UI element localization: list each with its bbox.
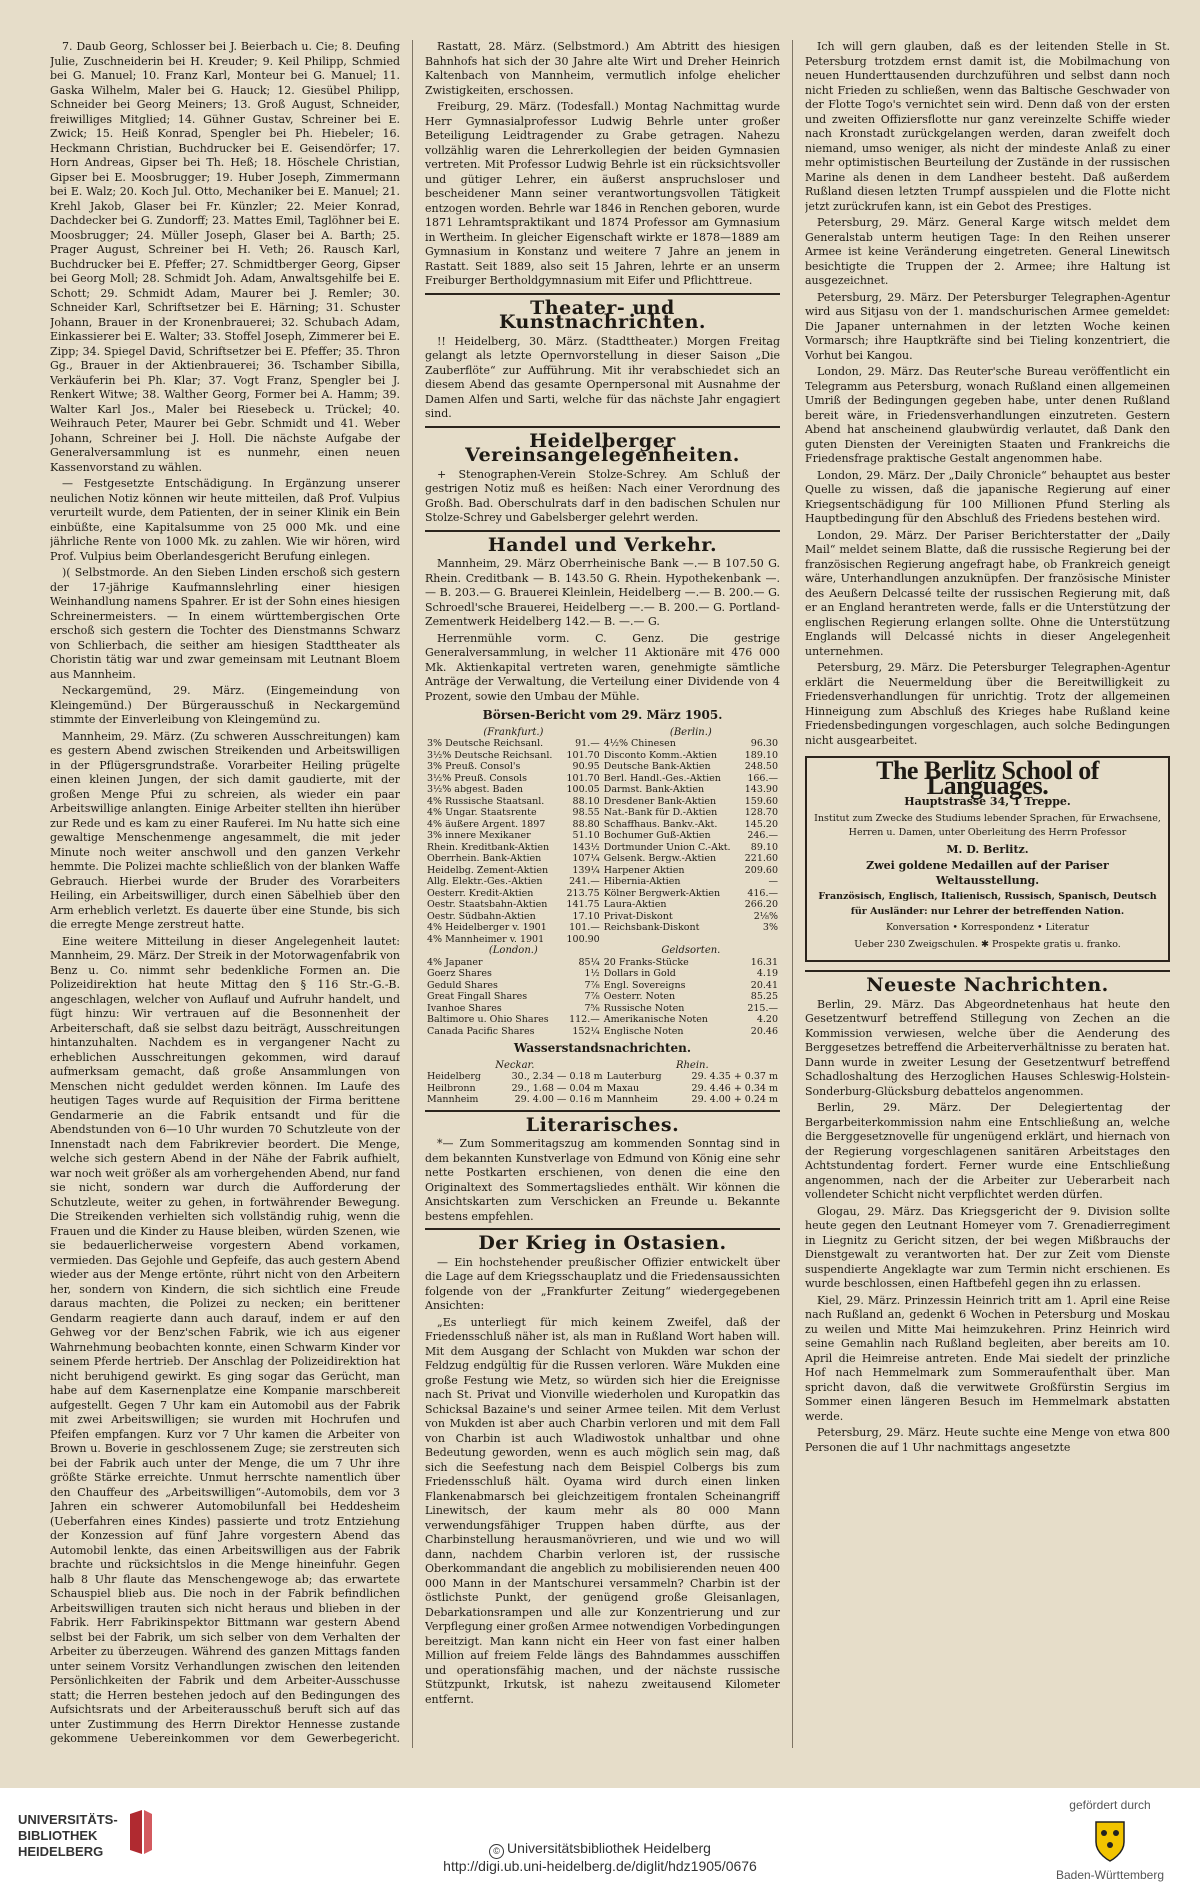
quote-value: 3% [762,922,778,933]
bourse-row [425,773,780,785]
quote-value: — [768,876,778,887]
quote-value: 7⅞ [584,991,600,1002]
copyright-text: Universitätsbibliothek Heidelberg [507,1840,711,1856]
geld-label: Geldsorten. [661,945,721,956]
quote-name: Baltimore u. Ohio Shares [427,1014,549,1025]
quote-value: 221.60 [744,853,778,864]
article-petersburg-3: Petersburg, 29. März. Die Petersburger Telegraphen-Agentur erklärt die Neuermeldung über die Bereitwilligkeit zu Friedensverhandlungen für unrichtig. Trotz der allgemeinen Hinneigung zum Abschluß des Krieges habe Rußland keine Friedensbedingungen vorgeschlagen, auch solche Bedingungen nicht ausgearbeitet. [805,661,1170,747]
quote-value: 85.25 [750,991,778,1002]
quote-value [740,934,780,946]
quote-name: Bochumer Guß-Aktien [603,830,711,841]
member-list: 7. Daub Georg, Schlosser bei J. Beierbach u. Cie; 8. Deufing Julie, Zuschneiderin bei H. Kreuder; 9. Keil Philipp, Schmied bei G. Manuel; 10. Franz Karl, Monteur bei G. Manuel; 11. Gaska Wilhelm, Maler bei G. Hauck; 12. Giesübel Philipp, Schneider bei Georg Meiners; 13. Groß August, Schneider, freiwilliges Mitglied; 14. Gühner Gustav, Schreiner bei E. Zwick; 15. Heiß Konrad, Spengler bei Ph. Hiebeler; 16. Heckmann Christian, Buchdrucker bei E. Geisendörfer; 17. Horn Andreas, Gipser bei Th. Heß; 18. Höschele Christian, Gipser bei E. Moosbrugger; 19. Huber Joseph, Zimmermann bei E. Walz; 20. Koch Jul. Otto, Mechaniker bei E. Manuel; 21. Krehl Jakob, Glaser bei Fr. Künzler; 22. Meier Konrad, Dachdecker bei G. Zundorff; 23. Mattes Emil, Taglöhner bei E. Moosbrugger; 24. Müller Joseph, Glaser bei A. Barth; 25. Prager August, Schreiner bei H. Veth; 26. Rausch Karl, Buchdrucker bei E. Pfeffer; 27. Schmidtberger Georg, Gipser bei Georg Moll; 28. Schmidt Joh. Adam, Anwaltsgehilfe bei E. Schott; 29. Schmidt Adam, Maurer bei J. Remler; 30. Schneider Karl, Schriftsetzer bei E. Härning; 31. Schuster Johann, Brauer in der Kronenbrauerei; 32. Schubach Adam, Einkassierer bei E. Walter; 33. Stoffel Joseph, Zimmerer bei E. Zipp; 34. Spiegel David, Schriftsetzer bei E. Pfeffer; 35. Thron Gg., Brauer in der Aktienbrauerei; 36. Tschamber Sibilla, Verkäuferin bei Ph. Klar; 37. Vogt Franz, Spengler bei J. Renkert Witwe; 38. Walther Georg, Former bei A. Hamm; 39. Walter Karl Jos., Maler bei Riesebeck u. Trückel; 40. Weihrauch Peter, Maurer bei Gebr. Schmidt und 41. Weber Johann, Schreiner bei J. Holl. Die nächste Aufgabe der Generalversammlung ist es nunmehr, einen neuen Kassenvorstand zu wählen. [50,40,400,474]
quote-value: 29. 4.00 — 0.16 m [514,1094,603,1105]
bourse-row [425,761,780,773]
column-2 [425,40,780,1748]
quote-name: Reichsbank-Diskont [603,922,700,933]
article-rastatt: Rastatt, 28. März. (Selbstmord.) Am Abtritt des hiesigen Bahnhofs hat sich der 30 Jahre alte Wirt und Dreher Heinrich Kaltenbach von Mannheim, vermutlich infolge ehelicher Zwistigkeiten, erschossen. [425,40,780,97]
section-rule [425,293,780,295]
quote-value: 209.60 [744,864,778,876]
quote-name [602,934,741,946]
bourse-row [425,934,780,946]
quote-value: 29. 4.35 + 0.37 m [691,1071,778,1082]
quote-name: Heilbronn [427,1082,476,1094]
quote-name: Dortmunder Union C.-Akt. [603,841,731,853]
water-title: Wasserstandsnachrichten. [513,1041,692,1055]
frankfurt-label: (Frankfurt.) [483,726,544,738]
berlitz-ad [805,756,1170,962]
bourse-row [425,819,780,831]
quote-name: Russische Noten [603,1002,685,1014]
quote-value: 141.75 [566,899,600,910]
quote-name: Lauterburg [606,1071,662,1082]
quote-name: 3% Deutsche Reichsanl. [427,738,544,749]
baden-wuerttemberg-emblem-icon [1090,1818,1130,1864]
quote-value: 107¼ [572,853,600,864]
quote-value: 152¼ [572,1025,600,1037]
quote-name: Maxau [606,1082,640,1094]
quote-value: 248.50 [744,761,778,772]
quote-value: 90.95 [572,761,600,772]
quote-value: 20.46 [750,1025,778,1037]
quote-name: Heidelberg [427,1071,482,1082]
bourse-row [425,899,780,911]
quote-name: Goerz Shares [427,968,492,979]
quote-value: 17.10 [572,910,600,922]
quote-name: Dresdener Bank-Aktien [603,795,717,807]
quote-value: 112.— [569,1014,600,1025]
quote-value: 4.19 [756,968,778,979]
quote-name: Heidelbg. Zement-Aktien [427,864,549,876]
article-london-chronicle: London, 29. März. Der „Daily Chronicle“ behauptet aus bester Quelle zu wissen, daß die japanische Regierung auf einer Kriegsentschädigung für 100 Millionen Pfund Sterling als Hauptbedingung für den Abschluß des Friedens bestehen wird. [805,468,1170,525]
bourse-row [425,796,780,808]
quote-value: 189.10 [744,749,778,761]
quote-value: 166.— [747,772,778,784]
quote-name: 3½% Deutsche Reichsanl. [427,749,553,761]
article-mannheim-kurse: Mannheim, 29. März Oberrheinische Bank —.— B 107.50 G. Rhein. Creditbank — B. 143.50 G. Rhein. Hypothekenbank —.— B. 203.— G. Brauerei Kleinlein, Heidelberg —.— B. 200.— G. Schroedl'sche Brauerei, Heidelberg —.— B. 200.— G. Portland-Zementwerk Heidelberg 142.— B. —.— G. [425,557,780,628]
quote-name: 20 Franks-Stücke [603,956,689,968]
bourse-row [425,738,780,750]
quote-value: 139¼ [572,864,600,876]
quote-value: 7⅞ [584,979,600,991]
quote-value: 213.75 [566,887,600,899]
quote-value: 101.70 [566,772,600,784]
ad-branches: Ueber 230 Zweigschulen. ✱ Prospekte gratis u. franko. [854,938,1121,950]
london-row [425,991,780,1003]
quote-name: Oestr. Südbahn-Aktien [427,910,536,922]
london-row [425,980,780,992]
london-row [425,1026,780,1038]
column-rule [412,40,413,1748]
quote-value: 143½ [572,841,600,853]
copyright-line [0,1840,1200,1859]
quote-value: 2⅛% [753,910,778,922]
quote-name: Great Fingall Shares [427,991,528,1002]
ad-conversation: Konversation • Korrespondenz • Literatur [885,922,1090,933]
article-petersburg-1: Petersburg, 29. März. General Karge witsch meldet dem Generalstab unterm heutigen Tage: In den Reihen unserer Armee ist keine Veränderung eingetreten. General Linewitsch besichtigte die Truppen der 2. Armee; ihre Haltung ist ausgezeichnet. [805,216,1170,287]
section-rule [425,1228,780,1230]
quote-value: 30., 2.34 — 0.18 m [511,1071,603,1082]
quote-name: Oesterr. Noten [603,991,676,1002]
water-row [425,1071,780,1083]
bourse-row [425,807,780,819]
quote-name: Gelsenk. Bergw.-Aktien [603,853,717,864]
quote-value: 101.— [569,922,600,933]
article-freiburg: Freiburg, 29. März. (Todesfall.) Montag Nachmittag wurde Herr Gymnasialprofessor Ludwig Behrle unter großer Beteiligung Leidtragender zu Grabe getragen. Nahezu vollzählig waren die Lehrerkollegien der beiden Gymnasien vertreten. Mit Professor Ludwig Behrle ist ein rücksichtsvoller und gütiger Lehrer, ein äußerst anspruchsloser und bescheidener Mann seiner verantwortungsvollen Tätigkeit entzogen worden. Behrle war 1846 in Renchen geboren, wurde 1871 Lehramtspraktikant und 1874 Professor am Gymnasium in Wertheim. In gleicher Eigenschaft wirkte er 1878—1889 am Gymnasium in Konstanz und weitere 7 Jahre an jenem in Rastatt. Seit 1889, also seit 15 Jahren, lehrte er an unserm Freiburger Bertholdgymnasium mit Eifer und Pflichttreue. [425,100,780,287]
quote-name: Amerikanische Noten [603,1014,708,1025]
section-heading-literarisches: Literarisches. [525,1113,680,1136]
quote-value: 159.60 [744,795,778,807]
quote-name: Englische Noten [603,1025,684,1037]
quote-name: 3% Preuß. Consol's [427,761,521,772]
london-row [425,968,780,980]
quote-name: Oberrhein. Bank-Aktien [427,853,542,864]
quote-name: Ivanhoe Shares [427,1002,502,1014]
article-krieg-intro: — Ein hochstehender preußischer Offizier entwickelt über die Lage auf dem Kriegsschauplatz und die Friedensaussichten folgende von der „Frankfurter Zeitung“ wiedergegebenen Ansichten: [425,1255,780,1312]
library-name: UNIVERSITÄTS- BIBLIOTHEK HEIDELBERG [18,1812,118,1859]
article-mannheim-streik: Eine weitere Mitteilung in dieser Angelegenheit lautet: Mannheim, 29. März. Der Streik in der Motorwagenfabrik von Benz u. Co. nimmt sehr bedenkliche Formen an. Die Polizeidirektion hat heute Mittag den § 116 Str.-G.-B. angeschlagen, welcher von Auflauf und Aufruhr handelt, und fügt hinzu: Wir vertrauen auf die Besonnenheit der Arbeiterschaft, daß sie selbst dazu beiträgt, Ausschreitungen hintanzuhalten. Nachdem es in vergangener Nacht zu erheblichen Ausschreitungen gekommen, wird darauf aufmerksam gemacht, daß große Ansammlungen von Menschen nicht geduldet werden können. Im Laufe des heutigen Tages wurde auf Requisition der Firma berittene Gendarmerie an die Fabrik entsandt und für die Abendstunden von 6—10 Uhr wurden 70 Schutzleute von der Innenstadt nach dem Fabrikrevier beordert. Die Menge, welche sich gestern Abend in der Nähe der Fabrik aufhielt, war noch weit größer als am vorhergehenden Abend, nur fand sie nicht, sondern war durch die Aufforderung der Schutzleute, weiter zu gehen, in fortwährender Bewegung. Die Streikenden verhielten sich vollständig ruhig, wenn die Frauen und die Kinder zu Hause bleiben, würden Szenen, wie sie bedauerlicherweise vorgestern Abend vorkamen, vermieden. Das Gejohle und Gepfeife, das auch gestern Abend wieder aus der Menge ertönte, rührt nicht von den Arbeitern her, sondern von Kindern, die sich sichtlich eine Freude daraus machten, die Polizei zu necken; ein berittener Gendarm reagierte dann auch darauf, indem er auf den Gehweg vor der Benz'schen Fabrik, wie ich aus eigener Wahrnehmung beobachten konnte, einen Schwarm Kinder vor seinem Pferde hertrieb. Der Anschlag der Polizeidirektion hat nicht beruhigend gewirkt. Es ging sogar das Gerücht, man habe auf dem Kasernenplatze eine Kompanie marschbereit aufgestellt. Gegen 7 Uhr kam ein Automobil aus der Fabrik mit zwei Arbeitswilligen; sie wurden mit Hochrufen und Pfeifen empfangen. Kurz vor 7 Uhr kamen die Arbeiter von Brown u. Boverie in geschlossenem Zuge; sie zerstreuten sich bei der Fabrik auch unter der Menge, die um 7 Uhr ihre größte Stärke erreichte. Unmut herrschte namentlich über den Chauffeur des „Arbeitswilligen“-Automobils, dem vor 3 Jahren ein schwerer Automobilunfall bei Heddesheim (Ueberfahren eines Kindes) passierte und trotz Entziehung der Konzession auf fünf Jahre vorgestern Abend das Automobil lenkte, das einen Arbeitswilligen aus der Fabrik brachte und rücksichtslos in die Menge hineinfuhr. Gegen halb 8 Uhr flaute das Menschengewoge ab; das erwartete Schauspiel blieb aus. Die noch in der Fabrik befindlichen Arbeitswilligen trauten sich nicht heraus und blieben in der Fabrik. Herr Fabrikinspektor Bittmann war gestern Abend selbst bei der Fabrik, um sich selber von dem Verhalten der Arbeiter zu überzeugen. Während des ganzen Mittags fanden unter seinem Vorsitz Verhandlungen zwischen den leitenden Persönlichkeiten der Fabrik und dem Arbeiter-Ausschusse statt; die Herren bestehen jedoch auf den Bedingungen des Aufsichtsrats und der Arbeiterausschuß beruft sich auf das unter Zustimmung des Herrn Direktor Hennesse zustande gekommene Uebereinkommen vor dem Gewerbegericht. [50,934,400,1745]
article-flotte: Ich will gern glauben, daß es der leitenden Stelle in St. Petersburg trotzdem ernst damit ist, die Mobilmachung von neuen Hunderttausenden durchzuführen und selbst dann noch nicht Frieden zu schließen, wenn das Baltische Geschwader von der Flotte Togo's vernichtet sein wird. Denn daß von der ersten und zweiten Offiziersflotte nur ganz vereinzelte Schiffe wieder nach Kronstadt zurückgelangen werden, daran zweifelt doch niemand, umso weniger, als nicht der mindeste Anlaß zu einer mehr optimistischen Beurteilung der Zustände in der russischen Marine als denen in dem Landheer besteht. Daß außerdem Rußland diesen letzten Trumpf ausspielen und die Flotte nicht jetzt zurückrufen kann, ist ein Gebot des Prestiges. [805,40,1170,213]
article-sommertag: *— Zum Sommeritagszug am kommenden Sonntag sind in dem bekannten Kunstverlage von Edmund von König eine sehr nette Postkarten erschienen, von denen die eine den Originaltext des Sommertagsliedes enthält. Wir können die Ansichtskarten zum Verschicken an Freunde u. Bekannte bestens empfehlen. [425,1137,780,1223]
quote-value: 128.70 [744,807,778,818]
quote-name: Nat.-Bank für D.-Aktien [603,807,718,818]
article-kiel: Kiel, 29. März. Prinzessin Heinrich tritt am 1. April eine Reise nach Rußland an, gedenkt 6 Wochen in Petersburg und Moskau zu weilen und Mitte Mai heimzukehren. Prinz Heinrich wird seine Gemahlin nach Rußland begleiten, aber bereits am 10. April die Heimreise antreten. Ende Mai siedelt der prinzliche Hof nach Hemmelmark zum Sommeraufenthalt über. Man spricht davon, daß die verwitwete Großfürstin Sergius im Sommer einen längeren Besuch im Hemmelmark abstatten werde. [805,1293,1170,1423]
quote-name: 3½% Preuß. Consols [427,772,527,784]
london-row [425,957,780,969]
section-rule [805,970,1170,972]
neckar-label: Neckar. [495,1059,535,1071]
quote-name: Mannheim [606,1094,659,1105]
quote-name: Harpener Aktien [603,864,685,876]
article-entschaedigung: — Festgesetzte Entschädigung. In Ergänzung unserer neulichen Notiz können wir heute mitteilen, daß Prof. Vulpius verurteilt wurde, dem Patienten, der in seiner Klinik ein Bein einbüßte, eine Kapitalsumme von 25 000 Mk. und eine jährliche Rente von 1000 Mk. zu zahlen. Wie wir hören, wird Prof. Vulpius beim Oberlandesgericht Berufung einlegen. [50,477,400,563]
quote-name: Privat-Diskont [603,910,673,922]
berlin-label: (Berlin.) [669,726,712,738]
funder-block [1040,1798,1180,1882]
quote-value: 4.20 [756,1014,778,1025]
london-label: (London.) [488,945,538,956]
article-london-reuter: London, 29. März. Das Reuter'sche Bureau veröffentlicht ein Telegramm aus Petersburg, wonach Rußland einen allgemeinen Umriß der Bedingungen gegeben habe, unter denen Rußland bereit wäre, in Friedensverhandlungen einzutreten. Gestern Abend hat anscheinend glaubwürdig verlautet, daß Dank den guten Diensten der Vereinigten Staaten und Frankreichs die Friedensfrage praktische Gestalt angenommen habe. [805,365,1170,465]
quote-value: 416.— [747,887,778,899]
quote-value: 266.20 [744,899,778,910]
bourse-row [425,784,780,796]
quote-name: Schaffhaus. Bankv.-Akt. [603,818,718,830]
section-heading-neueste: Neueste Nachrichten. [866,974,1109,996]
article-neckargemuend: Neckargemünd, 29. März. (Eingemeindung von Kleingemünd.) Der Bürgerausschuß in Neckargemünd stimmte der Einverleibung von Kleingemünd zu. [50,684,400,726]
quote-value: 88.10 [572,795,600,807]
quote-name: 4% Mannheimer v. 1901 [427,933,545,945]
funder-name: Baden-Württemberg [1055,1868,1165,1882]
bourse-row [425,853,780,865]
quote-name: Hibernia-Aktien [603,876,681,887]
quote-name: Geduld Shares [427,979,498,991]
section-rule [425,426,780,428]
quote-value: 241.— [569,876,600,887]
bourse-row [425,865,780,877]
quote-value: 88.80 [572,818,600,830]
section-heading-theater: Theater- und Kunstnachrichten. [498,296,707,333]
quote-value: 100.90 [566,933,600,945]
article-berlin-2: Berlin, 29. März. Der Delegiertentag der Bergarbeiterkommission nahm eine Entschließung an, welche die Berggesetznovelle für ungenügend erklärt, und hiernach von der Regierung vorgeschlagenen sanitären Arbeitstages den Achtstundentag fordert. Ferner wurde eine Entschließung angenommen, nach der die Arbeiter zur Ueberarbeit nach vollendeter Schicht nicht verpflichtet werden dürfen. [805,1101,1170,1201]
quote-name: Berl. Handl.-Ges.-Aktien [603,772,721,784]
quote-name: Mannheim [427,1094,479,1105]
quote-value: 16.31 [750,956,778,968]
quote-value: 96.30 [750,738,778,749]
ad-languages: Französisch, Englisch, Italienisch, Russisch, Spanisch, Deutsch für Ausländer: nur Lehrer der betreffenden Nation. [818,891,1157,917]
quote-name: 3½% abgest. Baden [427,784,523,795]
quote-name: Oesterr. Kredit-Aktien [427,887,534,899]
quote-name: Laura-Aktien [603,899,667,910]
quote-name: Dollars in Gold [603,968,676,979]
ad-title: The Berlitz School of Languages. [876,756,1099,800]
quote-value: 91.— [575,738,600,749]
article-petersburg-2: Petersburg, 29. März. Der Petersburger Telegraphen-Agentur wird aus Sitjasu von der 1. mandschurischen Armee gemeldet: Die Japaner unternahmen in der letzten Woche keinen Vormarsch; ihre Hauptkräfte sind bei Tieling konzentriert, die Vorhut bei Kangou. [805,290,1170,362]
section-rule [425,1110,780,1112]
bourse-row [425,911,780,923]
quote-value: 7⅝ [584,1002,600,1014]
quote-value: 29. 4.00 + 0.24 m [691,1094,778,1105]
quote-value: 1½ [584,968,600,979]
quote-value: 101.70 [566,749,600,761]
ad-medals: Zwei goldene Medaillen auf der Pariser Weltausstellung. [866,859,1109,887]
quote-name: 4% Ungar. Staatsrente [427,807,537,818]
quote-value: 143.90 [744,784,778,795]
quote-name: 4½% Chinesen [603,738,676,749]
section-heading-vereine: Heidelberger Vereinsangelegenheiten. [465,429,740,466]
rhein-label: Rhein. [675,1059,709,1071]
column-1 [50,40,400,1748]
water-row [425,1094,780,1106]
bourse-row [425,876,780,888]
water-table [425,1060,780,1106]
bourse-row [425,750,780,762]
section-rule [425,530,780,532]
quote-value: 51.10 [572,830,600,841]
article-selbstmorde: )( Selbstmorde. An den Sieben Linden erschoß sich gestern der 17-jährige Kaufmannslehrling einer hiesigen Weinhandlung namens Spahrer. Er ist der Sohn eines hiesigen Schreinermeisters. — In einem württembergischen Orte erschoß sich gestern die Tochter des Dienstmanns Schwarz von Schlierbach, die seither am hiesigen Stadttheater als Choristin tätig war und zwar gemeinsam mit Leutnant Bloem aus Mannheim. [50,566,400,681]
section-heading-krieg: Der Krieg in Ostasien. [478,1232,727,1254]
quote-name: 4% Russische Staatsanl. [427,795,545,807]
article-mannheim-ausschreitungen: Mannheim, 29. März. (Zu schweren Ausschreitungen) kam es gestern Abend zwischen Streikenden und Arbeitswilligen in der Pflügersgrundstraße. Vorarbeiter Heiling prügelte einen kleinen Jungen, der sich damit gaudierte, mit der großen Menge Pfui zu schreien, als wieder ein paar Arbeitswillige anlangten. Einige Arbeiter stellten ihn hierüber zur Rede und es kam zu einer Rauferei. Im Nu hatte sich eine gewaltige Menschenmenge angesammelt, die mit jeder Minute noch weiter anschwoll und den ganzen Verkehr hemmte. Die Polizei machte schließlich von der blanken Waffe Gebrauch. Hierbei wurde der Bruder des Vorarbeiters Heiling, ein Arbeitswilliger, durch einen Säbelhieb über den Arm erheblich verletzt. Es dauerte über eine Stunde, bis sich die erregte Menge zerstreut hatte. [50,729,400,931]
article-stenographen: + Stenographen-Verein Stolze-Schrey. Am Schluß der gestrigen Notiz muß es heißen: Nach einer Verordnung des Großh. Bad. Oberschulrats darf in den badischen Schulen nur Stolze-Schrey und Gabelsberger gelehrt werden. [425,467,780,524]
section-heading-handel: Handel und Verkehr. [487,533,718,556]
quote-name: Engl. Sovereigns [603,979,686,991]
quote-name: Canada Pacific Shares [427,1025,535,1037]
column-3 [805,40,1170,1748]
quote-value: 246.— [747,830,778,841]
bourse-row [425,888,780,900]
quote-name: Oestr. Staatsbahn-Aktien [427,899,548,910]
column-rule [792,40,793,1748]
ad-address: Hauptstrasse 34, 1 Treppe. [904,795,1071,808]
quote-value: 215.— [747,1002,778,1014]
quote-name: 4% Japaner [427,956,483,968]
ad-director: M. D. Berlitz. [946,842,1029,856]
quote-value: 85¼ [578,956,600,968]
quote-name: 4% Heidelberger v. 1901 [427,922,547,933]
permalink[interactable]: http://digi.ub.uni-heidelberg.de/diglit/hdz1905/0676 [443,1858,757,1874]
bourse-row [425,922,780,934]
article-stadttheater: !! Heidelberg, 30. März. (Stadttheater.) Morgen Freitag gelangt als letzte Opernvorstellung in dieser Saison „Die Zauberflöte“ zur Aufführung. Mit ihr verabschiedet sich an diesem Abend das gesamte Opernpersonal mit Ausnahme der Damen Alfen und Sarti, welche für das nächste Jahr engagiert sind. [425,334,780,420]
funded-by-label: gefördert durch [1069,1798,1151,1812]
london-row [425,1003,780,1015]
article-glogau: Glogau, 29. März. Das Kriegsgericht der 9. Division sollte heute gegen den Leutnant Homeyer vom 7. Grenadierregiment in Liegnitz zu Gericht sitzen, der bei wegen Mißbrauchs der Dienstgewalt zu verantworten hat. Der zur Zeit vom Dienste suspendierte Angeklagte war zum Termin nicht erschienen. Es wurde beschlossen, einen Haftbefehl gegen ihn zu erlassen. [805,1204,1170,1290]
quote-name: Darmst. Bank-Aktien [603,784,705,795]
article-london-dailymail: London, 29. März. Der Pariser Berichterstatter der „Daily Mail“ meldet seinem Blatte, daß die russische Regierung bei der französischen Regierung angefragt habe, ob Frankreich geneigt wäre, Unterhandlungen anzuknüpfen. Der französische Minister des Aeußern Delcassé teilte der russischen Regierung mit, daß er an England herantreten werde, falls er die Unterstützung der englischen Regierung erlangen sollte. Ohne die Unterstützung Englands will Delcassé nichts in dieser Angelegenheit unternehmen. [805,528,1170,658]
quote-name: 4% äußere Argent. 1897 [427,818,546,830]
london-row [425,1014,780,1026]
bourse-row [425,842,780,854]
quote-name: Disconto Komm.-Aktien [603,749,718,761]
article-krieg-body: „Es unterliegt für mich keinem Zweifel, daß der Friedensschluß näher ist, als man in Rußland Wort haben will. Mit dem Ausgang der Schlacht von Mukden war schon der Feldzug endgültig für die Russen verloren. Wäre Mukden eine große Festung wie Metz, so würden sich hier die Ereignisse nach St. Privat und Vionville wiederholen und Kuropatkin das Schicksal Bazaine's und seiner Armee teilen. Mit dem Verlust von Mukden ist aber auch Charbin verloren und mit dem Fall von Charbin ist auch Wladiwostok unhaltbar und ohne Bedeutung geworden, wenn es auch möglich sein mag, daß sich die Seefestung nach dem Beispiel Colbergs bis zum Friedensschluß hält. Oyama wird durch einen linken Flankenabmarsch bei gleichzeitigem frontalen Scheinangriff Linewitsch, der kaum mehr als 80 000 Mann verwendungsfähiger Truppen haben dürfte, aus der Charbinstellung herausmanövrieren, und wie und wo will dann, nachdem Charbin verloren ist, der russische Oberkommandant die angeblich zu mobilisierenden neuen 400 000 Mann in der Mantschurei versammeln? Charbin ist der östlichste Punkt, der genügend große Gleisanlagen, Debarkationsrampen und alle zur Konzentrierung und zur Verpflegung einer großen Armee notwendigen Vorbedingungen bereitzigt. Man kann nicht ein Heer von fast einer halben Million auf freiem Felde längs des Bahndammes ausschiffen und operationsfähig machen, und der nächste russische Stützpunkt, Irkutsk, ist nahezu zweitausend Kilometer entfernt. [425,1315,780,1706]
quote-name: 3% innere Mexikaner [427,830,531,841]
quote-value: 20.41 [750,979,778,991]
quote-value: 100.05 [566,784,600,795]
quote-value: 29., 1.68 — 0.04 m [511,1082,603,1094]
quote-name: Deutsche Bank-Aktien [603,761,711,772]
quote-value: 29. 4.46 + 0.34 m [691,1082,778,1094]
bourse-table [425,727,780,1038]
copyright-icon: © [489,1844,504,1859]
quote-value: 89.10 [750,841,778,853]
footer-bar [0,1788,1200,1882]
bourse-row [425,830,780,842]
quote-value: 98.55 [572,807,600,818]
quote-name: Allg. Elektr.-Ges.-Aktien [427,876,543,887]
article-petersburg-4: Petersburg, 29. März. Heute suchte eine Menge von etwa 800 Personen die auf 1 Uhr nachmittags angesetzte [805,1426,1170,1454]
quote-name: Kölner Bergwerk-Aktien [603,887,721,899]
article-berlin-1: Berlin, 29. März. Das Abgeordnetenhaus hat heute den Gesetzentwurf betreffend Stillegung von Zechen an die Kommission verwiesen, welche über die Aenderung des Berggesetzes betreffend die Arbeiterverhältnisse zu beraten hat. Dann wurde in zweiter Lesung der Gesetzentwurf betreffend Schadloshaltung des Herzoglichen Hauses Schleswig-Holstein-Sonderburg-Glücksburg debattelos angenommen. [805,997,1170,1098]
quote-value: 145.20 [744,818,778,830]
quote-name: Rhein. Kreditbank-Aktien [427,841,550,853]
bourse-title: Börsen-Bericht vom 29. März 1905. [482,708,723,722]
water-row [425,1083,780,1095]
ad-description: Institut zum Zwecke des Studiums lebender Sprachen, für Erwachsene, Herren u. Damen, unter Oberleitung des Herrn Professor [814,812,1161,838]
article-herrenmuehle: Herrenmühle vorm. C. Genz. Die gestrige Generalversammlung, in welcher 11 Aktionäre mit 476 000 Mk. Aktienkapital vertreten waren, genehmigte sämtliche Anträge der Verwaltung, die Verteilung einer Dividende von 4 Prozent, sowie den Umbau der Mühle. [425,631,780,703]
